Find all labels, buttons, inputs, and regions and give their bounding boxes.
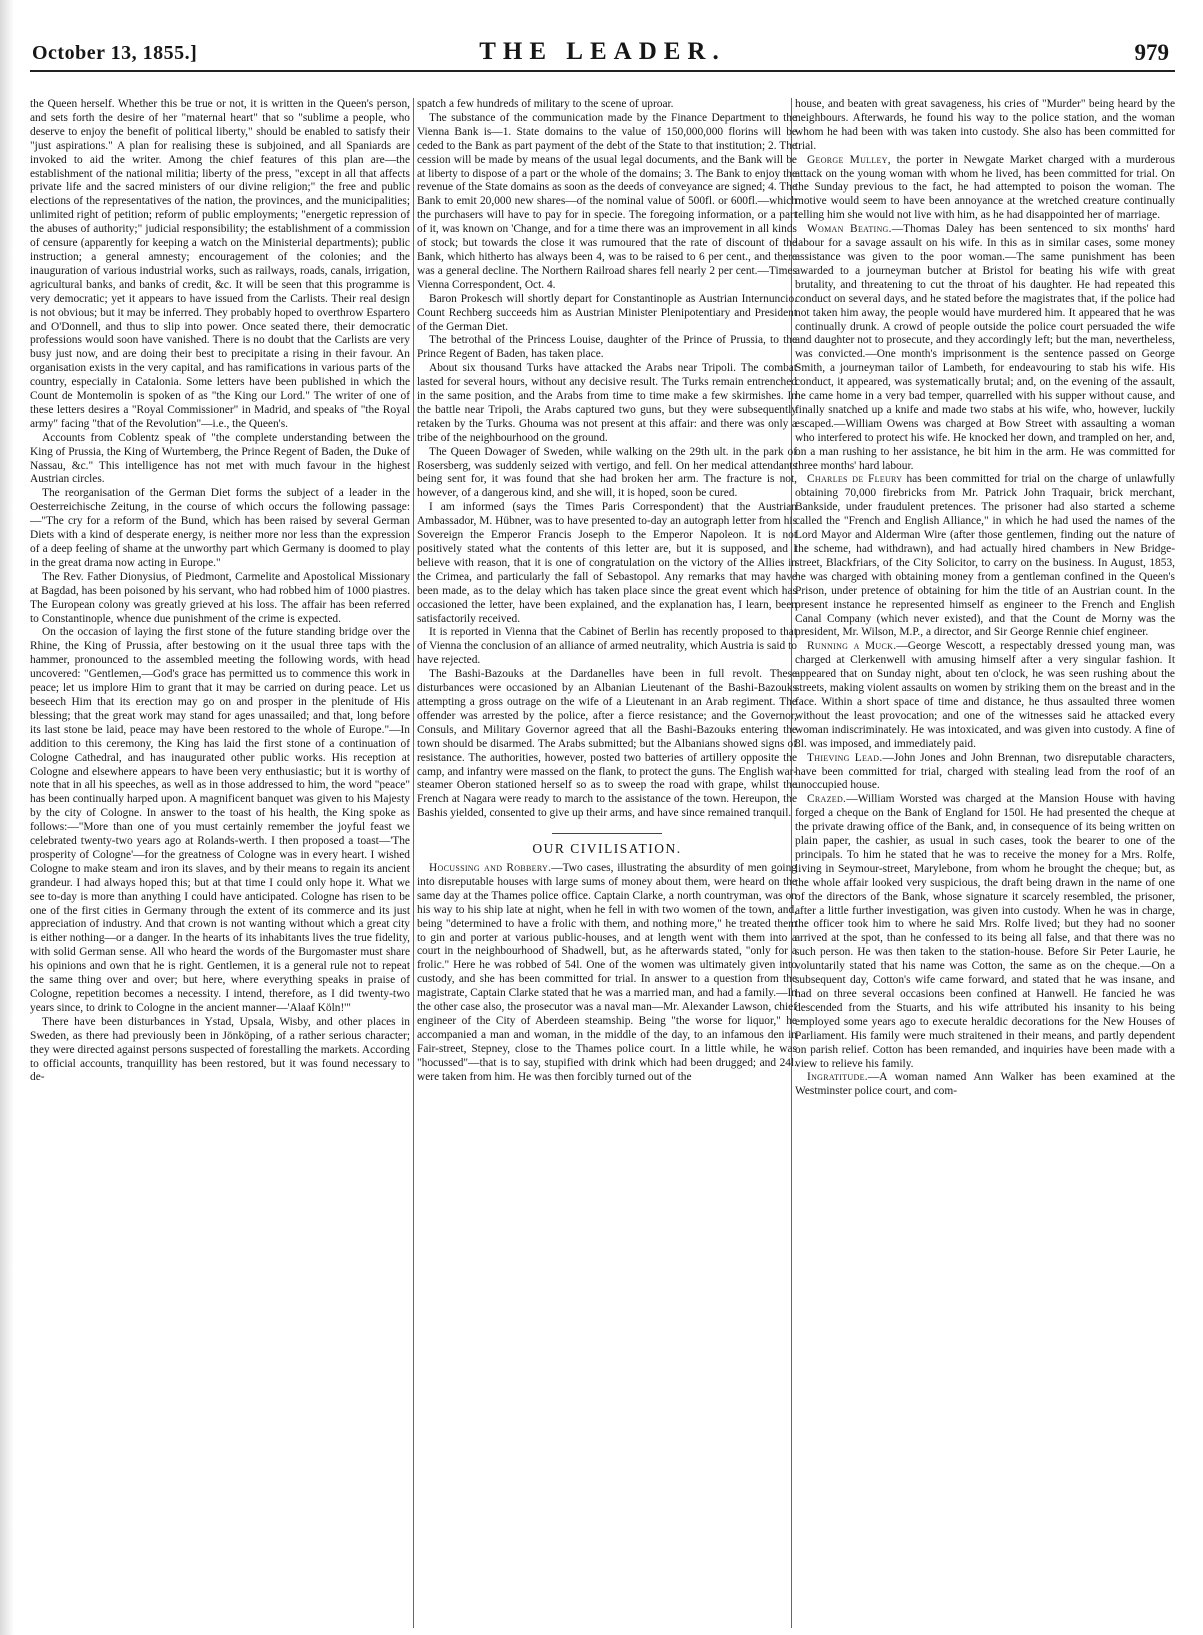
paragraph-lead: George Mulley,: [807, 153, 891, 166]
paragraph-body: the porter in Newgate Market charged with a murderous attack on the young woman with whom he lived, has been committed for trial. On the Sunday previous to the fact, he had attempted to poison the woman. The motive would seem to have been annoyance at the wretched creature continually telling him she would not live with him, as he had disappointed her of marriage.: [795, 153, 1175, 222]
page-number: 979: [1134, 40, 1169, 65]
paragraph-body: has been committed for trial on the charge of unlawfully obtaining 70,000 firebricks from Mr. Patrick John Traquair, brick merchant, Bankside, under fraudulent pretences. The prisoner had also started a scheme called the "French and English Alliance," in which he had used the names of the Lord Mayor and Alderman Wire (after those gentlemen, finding out the nature of the scheme, had withdrawn), and had actually hired chambers in New Bridge-street, Blackfriars, of the City Solicitor, to carry on the business. In August, 1853, he was charged with obtaining money from a gentleman confined in the Queen's Prison, under pretence of obtaining for him the title of an Austrian count. In the present instance he represented himself as engineer to the French and English Canal Company (which never existed), and that the Count de Morny was the president, Mr. Wilson, M.P., a director, and Sir George Rennie chief engineer.: [795, 473, 1175, 639]
paragraph-body: —George Wescott, a respectably dressed young man, was charged at Clerkenwell with amusing himself after a very singular fashion. It appeared that on Sunday night, about ten o'clock, he was seen rushing about the streets, making violent assaults on women by striking them on the breast and in the face. Within a short space of time and distance, he thus assaulted three women without the least provocation; and one of the witnesses said he attacked every woman indiscriminately. He was intoxicated, and was given into custody. A fine of 8l. was imposed, and immediately paid.: [795, 640, 1175, 750]
paragraph: [795, 473, 1175, 640]
masthead-title: THE LEADER.: [479, 38, 726, 65]
paragraph-body: —Thomas Daley has been sentenced to six months' hard labour for a savage assault on his wife. In this as in similar cases, some money assistance was given to the poor woman.—The same punishment has been awarded to a journeyman butcher at Bristol for beating his wife with great brutality, and threatening to cut the throat of his daughter. He had repeated this conduct on several days, and he stated before the magistrates that, if the police had not taken him away, the people would have murdered him. It appeared that he was continually drunk. A crowd of people outside the police court persuaded the wife and daughter not to prosecute, and they accordingly left; but the man, nevertheless, was convicted.—One month's imprisonment is the sentence passed on George Smith, a journeyman tailor of Lambeth, for endeavouring to stab his wife. His conduct, it appeared, was systematically brutal; and, on the evening of the assault, he came home in a very bad temper, quarrelled with his supper without cause, and finally snatched up a knife and made two stabs at his wife, who, however, luckily escaped.—William Owens was charged at Bow Street with assaulting a woman who interfered to protect his wife. He knocked her down, and trampled on her, and, on a man rushing to her assistance, he bit him in the arm. He was committed for three months' hard labour.: [795, 223, 1175, 472]
paragraph: [795, 154, 1175, 224]
paragraph-lead: Crazed.: [807, 793, 847, 806]
paragraph: [795, 640, 1175, 751]
paragraph-body: —Two cases, illustrating the absurdity of men going into disreputable houses with large sums of money about them, were heard on the same day at the Thames police office. Captain Clarke, a north countryman, was on his way to his ship late at night, when he fell in with two women of the town, and, being "determined to have a frolic with them, and nothing more," he treated them to gin and porter at various public-houses, and at length went with them into a court in the neighbourhood of Shadwell, but, as he afterwards stated, "only for a frolic." Here he was robbed of 54l. One of the women was ultimately given into custody, and she has been committed for trial. In answer to a question from the magistrate, Captain Clarke stated that he was a married man, and had a family.—In the other case also, the prosecutor was a naval man—Mr. Alexander Lawson, chief engineer of the City of Aberdeen steamship. Being "the worse for liquor," he accompanied a man and woman, in the middle of the day, to an infamous den in Fair-street, Stepney, close to the Thames police court. In a little while, he was "hocussed"—that is to say, stupified with drink which had been drugged; and 24l. were taken from him. He was then forcibly turned out of the: [417, 862, 797, 1083]
paragraph: Accounts from Coblentz speak of "the complete understanding between the King of Prussia, the King of Wurtemberg, the Prince Regent of Baden, the Duke of Nassau, &c." This intelligence has not met with much favour in the highest Austrian circles.: [30, 431, 410, 486]
paragraph-body: —William Worsted was charged at the Mansion House with having forged a cheque on the Bank of England for 150l. He had presented the cheque at the private drawing office of the Bank, and, in consequence of its being written on plain paper, the cashier, as usual in such cases, took the bearer to one of the principals. To him he stated that he was to receive the money for a Mrs. Rolfe, living in Seymour-street, Marylebone, from whom he brought the cheque; but, as the whole affair looked very suspicious, the draft being drawn in the name of one of the directors of the Bank, whose signature it scarcely resembled, the prisoner, after a little further investigation, was given into custody. When he was in charge, the officer took him to where he said Mrs. Rolfe lived; but they had no sooner arrived at the spot, than he confessed to its being all false, and that there was no such person. He was then taken to the station-house. Before Sir Peter Laurie, he voluntarily stated that his name was Cotton, the same as on the cheque.—On a subsequent day, Cotton's wife came forward, and stated that he was insane, and had on three several occasions been confined at Hanwell. He fancied he was descended from the Stuarts, and his wife attributed his insanity to his being employed some years ago to execute heraldic decorations for the New Houses of Parliament. His family were much straitened in their means, and partly dependent on parish relief. Cotton has been remanded, and inquiries have been made with a view to relieve his family.: [795, 793, 1175, 1070]
paragraph: On the occasion of laying the first stone of the future standing bridge over the Rhine, the King of Prussia, after bestowing on it the usual three taps with the hammer, pronounced to the assembled meeting the following words, with head uncovered: "Gentlemen,—God's grace has permitted us to commence this work in peace; let us implore Him to grant that it may be carried on during peace. Let us beseech Him that its erection may go on and prosper in the plenitude of His blessing; that the great work may stand for ages unassailed; and that, long before its last stone be laid, peace may have been restored to the whole of Europe."—In addition to this ceremony, the King has laid the first stone of a continuation of Cologne Cathedral, and has inaugurated other public works. His reception at Cologne and elsewhere appears to have been very enthusiastic; but it is worthy of note that in all his speeches, as well as in those addressed to him, the word "peace" has been continually harped upon. A magnificent banquet was given to his Majesty by the city of Cologne. In answer to the toast of his health, the King spoke as follows:—"More than one of you must certainly remember the joyful feast we celebrated twenty-two years ago at Rolands-werth. I then proposed a toast—'The prosperity of Cologne'—for the greatness of Cologne was in every heart. I wished Cologne to make steam and iron its slaves, and by their means to regain its ancient grandeur. I had always hoped this; but at that time I could only hope it. What we see to-day is more than anything I could have anticipated. Cologne has risen to be one of the first cities in Germany through the extent of its commerce and its just appreciation of industry. And that crown is not wanting without which a great city is either nothing—or a danger. In the hearts of its inhabitants lives the true fidelity, with solid German sense. All who heard the words of the Burgomaster must share his opinions and own that he is right. Gentlemen, it is a general rule not to repeat the same thing over and over; but here, where everything speaks in praise of Cologne, repetition becomes a necessity. I intend, therefore, as I did twenty-two years since, to drink to Cologne in the ancient manner—'Alaaf Köln!'": [30, 626, 410, 1014]
paragraph-lead: Hocussing and Robbery.: [429, 862, 552, 875]
paragraph: spatch a few hundreds of military to the scene of uproar.: [417, 98, 674, 110]
paragraph: [795, 223, 1175, 473]
paragraph: I am informed (says the Times Paris Correspondent) that the Austrian Ambassador, M. Hübner, was to have presented to-day an autograph letter from his Sovereign the Emperor Francis Joseph to the Emperor Napoleon. It is not positively stated what the contents of this letter are, but it is supposed, and I believe with reason, that it is one of congratulation on the victory of the Allies in the Crimea, and particularly the fall of Sebastopol. Any remarks that may have been made, as to the delay which has taken place since the great event which has occasioned the letter, have been explained, and the explanation has, I learn, been satisfactorily received.: [417, 501, 797, 625]
header-date: October 13, 1855.]: [32, 42, 198, 64]
paragraph: [795, 1071, 1175, 1099]
paragraph: The substance of the communication made by the Finance Department to the Vienna Bank is—1. State domains to the value of 150,000,000 florins will be ceded to the Bank as part payment of the debt of the State to that institution; 2. The cession will be made by means of the usual legal documents, and the Bank will be at liberty to dispose of a part or the whole of the domains; 3. The Bank to enjoy the revenue of the State domains as soon as the deeds of conveyance are signed; 4. The Bank to emit 20,000 new shares—of the nominal value of 500fl. or 600fl.—which the purchasers will have to pay for in specie. The foregoing information, or a part of it, was known on 'Change, and for a time there was an improvement in all kinds of stock; but towards the close it was rumoured that the rate of discount of the Bank, which hitherto has always been 4, was to be raised to 6 per cent., and there was a general decline. The Northern Railroad shares fell nearly 2 per cent.—Times Vienna Correspondent, Oct. 4.: [417, 111, 797, 291]
paragraph: Baron Prokesch will shortly depart for Constantinople as Austrian Internuncio. Count Rechberg succeeds him as Austrian Minister Plenipotentiary and President of the German Diet.: [417, 292, 797, 333]
header-rule: [30, 70, 1175, 72]
paragraph: It is reported in Vienna that the Cabinet of Berlin has recently proposed to that of Vienna the conclusion of an alliance of armed neutrality, which Austria is said to have rejected.: [417, 626, 797, 667]
paragraph-lead: Woman Beating.: [807, 223, 892, 236]
section-divider: [552, 833, 662, 834]
paragraph-body: —John Jones and John Brennan, two disreputable characters, have been committed for trial, charged with stealing lead from the roof of an unoccupied house.: [795, 751, 1175, 792]
page-header: [30, 34, 1175, 68]
paragraph: About six thousand Turks have attacked the Arabs near Tripoli. The combat lasted for several hours, without any decisive result. The Turks remain entrenched in the same position, and the Arabs from time to time make a few skirmishes. In the battle near Tripoli, the Arabs captured two guns, but they were subsequently retaken by the Turks. Ghouma was not present at this affair: and there was only a tribe of the neighbourhood on the ground.: [417, 362, 797, 444]
page-binding-shadow: [0, 0, 14, 1635]
paragraph: There have been disturbances in Ystad, Upsala, Wisby, and other places in Sweden, as there had previously been in Jönköping, of a rather serious character; they were directed against persons suspected of forestalling the markets. According to official accounts, tranquillity has been restored, but it was found necessary to de-: [30, 1015, 410, 1084]
paragraph: The Rev. Father Dionysius, of Piedmont, Carmelite and Apostolical Missionary at Bagdad, has been poisoned by his servant, who had robbed him of 1000 piastres. The European colony was greatly grieved at his loss. The affair has been referred to Constantinople, whence due punishment of the crime is expected.: [30, 570, 410, 625]
paragraph: The betrothal of the Princess Louise, daughter of the Prince of Prussia, to the Prince Regent of Baden, has taken place.: [417, 334, 797, 361]
paragraph: The Bashi-Bazouks at the Dardanelles have been in full revolt. These disturbances were occasioned by an Albanian Lieutenant of the Bashi-Bazouks attempting a gross outrage on the wife of a Lieutenant in an Arab regiment. The offender was arrested by the police, after a fierce resistance; and the Governor, Consuls, and Military Governor agreed that all the Bashi-Bazouks entering the town should be disarmed. The Arabs submitted; but the Albanians showed signs of resistance. The authorities, however, posted two batteries of artillery opposite the camp, and infantry were massed on the flank, to protect the guns. The English war-steamer Oberon stationed herself so as to sweep the road with grape, whilst the French at Nagara were ready to march to the assistance of the town. Hereupon, the Bashis yielded, consented to give up their arms, and have since remained tranquil.: [417, 668, 797, 820]
paragraph: the Queen herself. Whether this be true or not, it is written in the Queen's person, and sets forth the desire of her "maternal heart" that so "sublime a people, who deserve to enjoy the benefit of political liberty," should be enabled to satisfy their "just aspirations." A plan for realising these is subjoined, and all Spaniards are invoked to aid the writer. Among the chief features of this plan are—the establishment of the national militia; liberty of the press, "except in all that affects private life and the sacred ministers of our divine religion;" the free and public elections of the representatives of the nation, the provinces, and the municipalities; unlimited right of petition; reform of public employments; "energetic repression of the abuses of authority;" judicial responsibility; the establishment of a commission of censure (apparently for keeping a watch on the Ministerial departments); public instruction; a general amnesty; encouragement of the colonies; and the inauguration of various industrial works, such as railways, roads, canals, irrigation, agricultural banks, and banks of credit, &c. It will be seen that this programme is very democratic; yet it appears to have issued from the Carlists. Their real design is not obvious; but it may be inferred. They probably hoped to overthrow Espartero and O'Donnell, and thus to slip into power. Once seated there, their democratic professions would soon have vanished. There is no doubt that the Carlists are very busy just now, and are doing their best to precipitate a rising in their favour. An organisation exists in the very capital, and has ramifications in various parts of the country, especially in Catalonia. Some letters have been published in which the Count de Montemolin is spoken of as "the King our Lord." The writer of one of these letters desires a "Royal Commissioner" in Madrid, and speaks of "the Royal army" facing "that of the Revolution"—i.e., the Queen's.: [30, 98, 410, 430]
paragraph: [795, 752, 1175, 794]
column-divider: [413, 98, 414, 1628]
column-1: [30, 98, 410, 1628]
paragraph-lead: Thieving Lead.: [807, 751, 883, 764]
paragraph: [795, 793, 1175, 1071]
paragraph-body: —A woman named Ann Walker has been examined at the Westminster police court, and com-: [795, 1071, 1175, 1098]
paragraph: The Queen Dowager of Sweden, while walking on the 29th ult. in the park of Rosersberg, was suddenly seized with vertigo, and fell. On her medical attendants being sent for, it was found that she had broken her arm. The fracture is not, however, of a dangerous kind, and she will, it is hoped, soon be cured.: [417, 445, 797, 500]
section-heading: OUR CIVILISATION.: [532, 841, 682, 857]
column-3: [795, 98, 1175, 1628]
paragraph-lead: Ingratitude.: [807, 1071, 868, 1084]
paragraph: house, and beaten with great savageness, his cries of "Murder" being heard by the neighbours. Afterwards, he found his way to the police station, and the woman whom he had been with was taken into custody. She also has been committed for trial.: [795, 98, 1175, 152]
column-2: [417, 98, 797, 1628]
paragraph: The reorganisation of the German Diet forms the subject of a leader in the Oesterreichische Zeitung, in the course of which occurs the following passage:—"The cry for a reform of the Bund, which has been raised by several German Diets with a kind of desperate energy, is neither more nor less than the expression of a deep feeling of shame at the unworthy part which Germany is doomed to play in the great drama now acting in Europe.": [30, 487, 410, 569]
paragraph: [417, 862, 797, 1085]
paragraph-lead: Charles de Fleury: [807, 473, 903, 486]
paragraph-lead: Running a Muck.: [807, 640, 897, 653]
